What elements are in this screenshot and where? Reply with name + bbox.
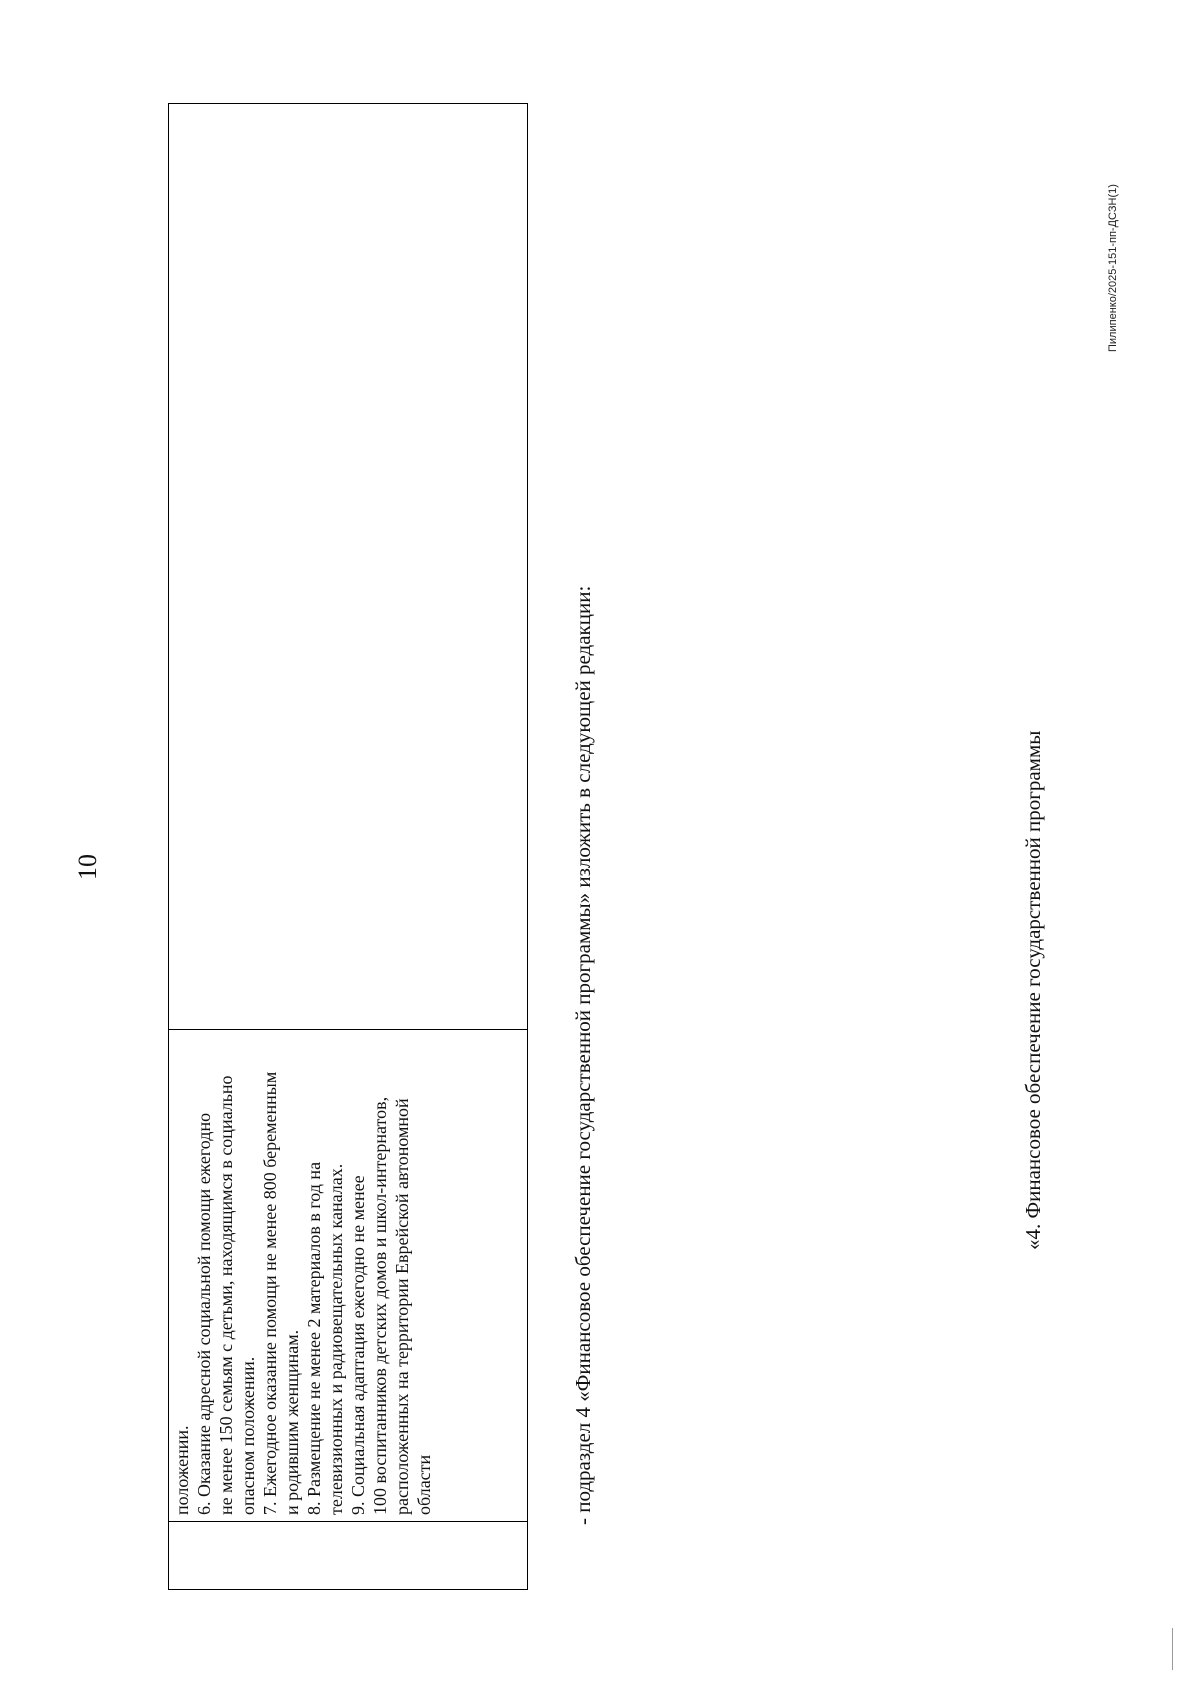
cell-line: и родившим женщинам. bbox=[282, 1329, 302, 1515]
section-heading: «4. Финансовое обеспечение государственной программы bbox=[1021, 730, 1045, 1250]
cell-line: 100 воспитанников детских домов и школ-интернатов, bbox=[370, 1096, 390, 1515]
scan-edge-mark bbox=[1172, 1628, 1173, 1670]
cell-line: расположенных на территории Еврейской автономной bbox=[392, 1098, 412, 1515]
cell-line: 7. Ежегодное оказание помощи не менее 800 беременным bbox=[260, 1071, 280, 1515]
cell-line: опасном положении. bbox=[238, 1356, 258, 1515]
data-table bbox=[168, 103, 528, 1590]
cell-line: области bbox=[414, 1454, 434, 1515]
page-number: 10 bbox=[73, 854, 102, 880]
cell-line: 6. Оказание адресной социальной помощи ежегодно bbox=[194, 1112, 214, 1515]
cell-line: 8. Размещение не менее 2 материалов в год на bbox=[304, 1161, 324, 1515]
table-cell-results bbox=[169, 1029, 527, 1521]
cell-line: 9. Социальная адаптация ежегодно не менее bbox=[348, 1175, 368, 1515]
instruction-text: - подраздел 4 «Финансовое обеспечение государственной программы» изложить в следующей редакции: bbox=[571, 585, 595, 1525]
table-cell-left bbox=[169, 1521, 527, 1589]
cell-line: положении. bbox=[172, 1425, 192, 1515]
cell-line: телевизионных и радиовещательных каналах. bbox=[326, 1163, 346, 1515]
document-code: Пилипенко/2025-151-пп-ДСЗН(1) bbox=[1107, 184, 1119, 352]
table-cell-right bbox=[169, 104, 527, 1029]
cell-line: не менее 150 семьям с детьми, находящимся в социально bbox=[216, 1075, 236, 1515]
